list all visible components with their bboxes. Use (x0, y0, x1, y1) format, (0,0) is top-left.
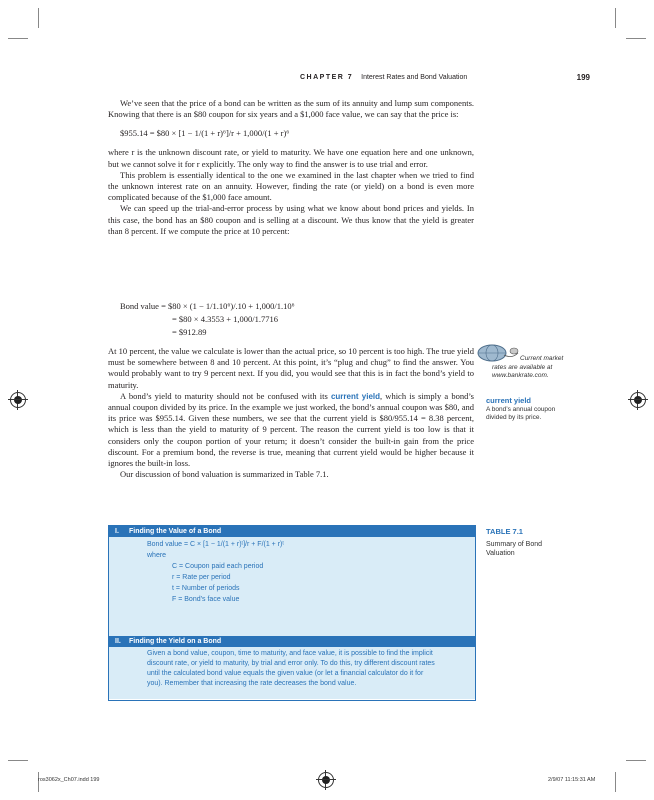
body-text-bottom (108, 346, 474, 480)
glossary-definition: A bond’s annual coupon divided by its price. (486, 405, 556, 421)
equation: = $912.89 (172, 327, 207, 337)
slug-left: ros3062x_Ch07.indd 199 (38, 777, 100, 783)
table-section-body: Bond value = C × [1 − 1/(1 + r)ᵗ]/r + F/(1 + r)ᵗ where C = Coupon paid each period r = Rate per period t = Number of periods F = Bond’s face value (109, 537, 475, 636)
equation: Bond value = $80 × (1 − 1/1.10⁶)/.10 + 1,000/1.10⁶ (120, 301, 295, 311)
table-caption: Summary of Bond Valuation (486, 541, 543, 557)
equation: $955.14 = $80 × [1 − 1/(1 + r)⁶]/r + 1,000/(1 + r)⁶ (120, 128, 290, 139)
table-label: TABLE 7.1 (486, 527, 523, 536)
crop-mark (626, 38, 646, 39)
chapter-label: CHAPTER 7 (300, 74, 354, 81)
crop-mark (8, 760, 28, 761)
paragraph: where r is the unknown discount rate, or yield to maturity. We have one equation here and one unknown, but we cannot solve it for r explicitly. The only way to find the answer is to use trial and error. (108, 147, 474, 169)
crop-mark (615, 772, 616, 792)
paragraph: At 10 percent, the value we calculate is lower than the actual price, so 10 percent is too high. The true yield must be somewhere between 8 and 10 percent. At this point, it’s “plug and chug” to find the answer. You would probably want to try 9 percent next. If you did, you would see that this is in fact the bond’s yield to maturity. (108, 346, 474, 390)
crop-mark (626, 760, 646, 761)
crop-mark (8, 38, 28, 39)
key-term: current yield (330, 391, 381, 401)
table-section-heading: I. Finding the Value of a Bond (109, 526, 475, 537)
glossary-term: current yield (486, 396, 532, 405)
running-header (300, 74, 590, 86)
registration-mark-icon (630, 392, 646, 408)
crop-mark (615, 8, 616, 28)
equation: = $80 × 4.3553 + 1,000/1.7716 (172, 314, 278, 324)
summary-table (108, 525, 476, 701)
paragraph: We’ve seen that the price of a bond can be written as the sum of its annuity and lump sum components. Knowing that there is an $80 coupon for six years and a $1,000 face value, we can say that the price is: (108, 98, 474, 120)
slug-right: 2/9/07 11:15:31 AM (548, 777, 596, 783)
table-section-body: Given a bond value, coupon, time to maturity, and face value, it is possible to find the implicit discount rate, or yield to maturity, by trial and error only. To do this, try different discount rates until the calculated bond value equals the given value (or let a financial calculator do it for you). Remember that increasing the rate decreases the bond value. (109, 647, 475, 699)
registration-mark-icon (318, 772, 334, 788)
web-note: Current market rates are available at www.bankrate.com. (492, 355, 564, 379)
bond-value-formula: Bond value = C × [1 − 1/(1 + r)ᵗ]/r + F/(1 + r)ᵗ (147, 541, 284, 548)
paragraph: Our discussion of bond valuation is summarized in Table 7.1. (120, 469, 329, 480)
paragraph: A bond’s yield to maturity should not be confused with its current yield, which is simply a bond’s annual coupon divided by its price. In the example we just worked, the bond’s annual coupon was $80, and its price was $955.14. Given these numbers, we see that the current yield is $80/955.14 = 8.38 percent, which is less than the yield to maturity of 9 percent. The reason the current yield is too low is that it considers only the coupon portion of your return; it doesn’t consider the built-in gain from the price discount. For a premium bond, the reverse is true, meaning that current yield would be higher because it ignores the built-in loss. (108, 390, 474, 469)
crop-mark (38, 8, 39, 28)
registration-mark-icon (10, 392, 26, 408)
paragraph: This problem is essentially identical to the one we examined in the last chapter when we tried to find the unknown interest rate on an annuity. However, finding the rate (or yield) on a bond is even more complicated because of the $1,000 face amount. (108, 169, 474, 203)
variable-definitions: C = Coupon paid each period r = Rate per period t = Number of periods F = Bond’s face value (172, 563, 264, 603)
table-section-heading: II. Finding the Yield on a Bond (109, 636, 475, 647)
paragraph: We can speed up the trial-and-error process by using what we know about bond prices and yields. In this case, the bond has an $80 coupon and is selling at a discount. We thus know that the yield is greater than 8 percent. If we compute the price at 10 percent: (108, 203, 474, 236)
page-number: 199 (576, 73, 590, 82)
glossary-entry (486, 397, 576, 423)
body-text-top (108, 98, 474, 237)
chapter-title: Interest Rates and Bond Valuation (361, 74, 468, 81)
